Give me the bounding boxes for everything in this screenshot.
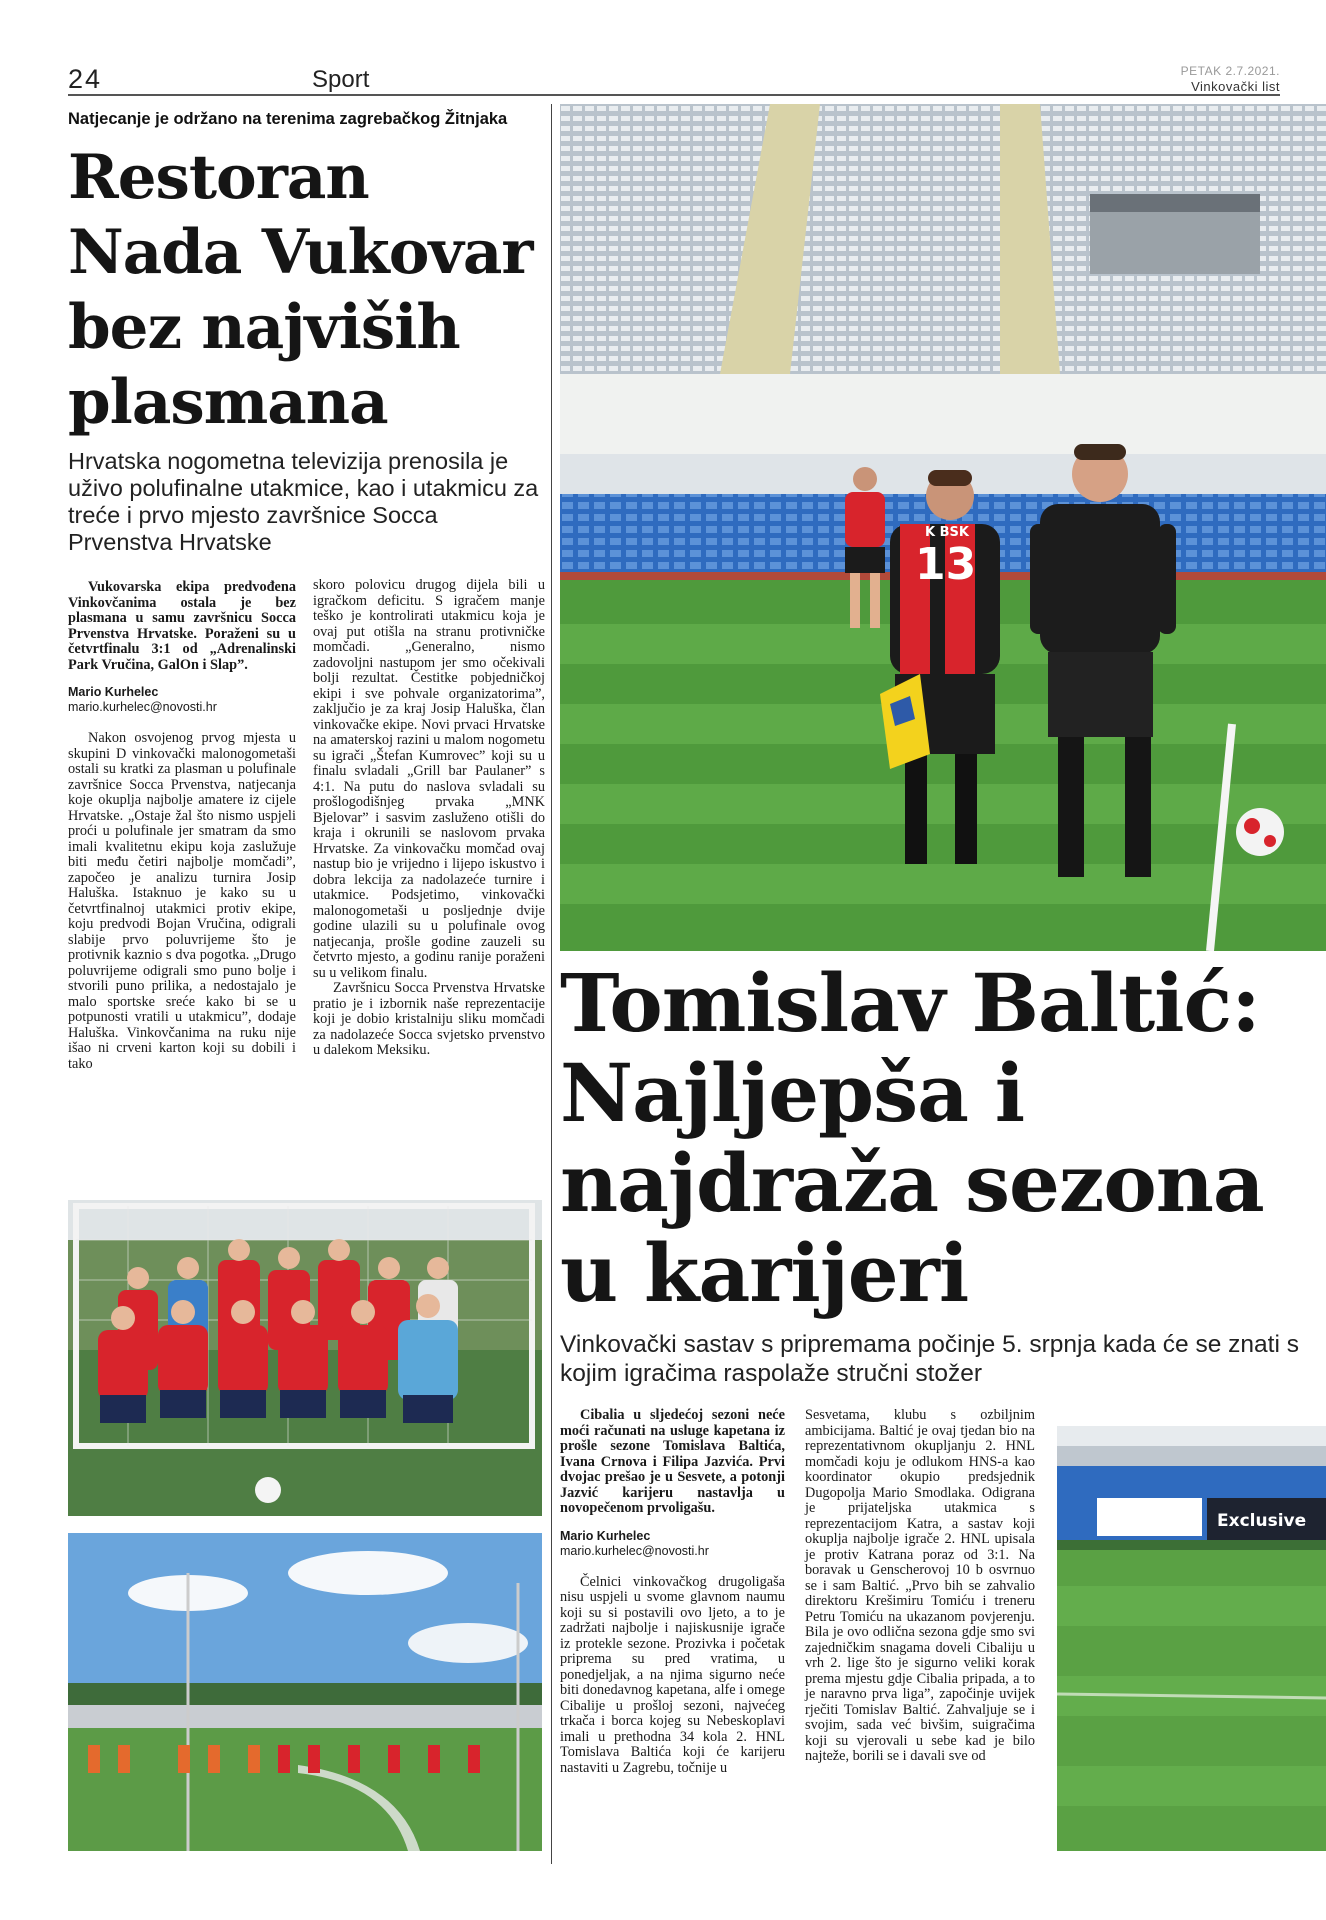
article2-byline (560, 1529, 785, 1559)
jersey-sponsor: K BSK (925, 525, 969, 540)
article1-kicker: Natjecanje je održano na terenima zagrebačkog Žitnjaka (68, 110, 508, 128)
issue-info (1181, 64, 1280, 94)
article2-column-2 (805, 1408, 1035, 1765)
article2-paragraph: Sesvetama, klubu s ozbiljnim ambicijama. Baltić je ovaj tjedan bio na reprezentativnom okupljanju 2. HNL momčadi koju je odlukom HNS-a kao koordinator okupio predsjednik Dugopolja Mario Smodlaka. Odigrana je prijateljska utakmica s reprezentacijom Katra, a sastav koji okuplja najbolje igrače 2. HNL upisala je protiv Katrana poraz od 3:1. Na boravak u Genscherovoj 10 b osvrnuo se i sam Baltić. „Prvo bih se zahvalio direktoru Krešimiru Tomiću i treneru Petru Tomiću na ukazanom povjerenju. Bila je ovo odlična sezona gdje smo svi zajedničkim snagama doveli Cibaliju u vrh 2. lige što je sigurno veliki korak prema mjestu gdje Cibalia pripada, a to je naravno prva liga”, započinje uvijek rječiti Tomislav Baltić. Zahvaljuje se i svojim, sada već bivšim, suigračima koji su vjerovali u sebe kad je bilo najteže, borili se i davali sve od (805, 1407, 1035, 1764)
article1-lead: Vukovarska ekipa predvođena Vinkovčanima ostala je bez plasmana u samu završnicu Socca Prvenstva Hrvatske. Poraženi su u četvrtfinalu 3:1 od „Adrenalinski Park Vručina, GalOn i Slap”. (68, 579, 296, 673)
stadium-photo (560, 104, 1326, 951)
section-title: Sport (312, 66, 370, 93)
article1-author: Mario Kurhelec (68, 685, 159, 699)
field-photo (68, 1533, 542, 1851)
pitch-photo (1057, 1426, 1326, 1851)
article1-byline (68, 685, 296, 715)
publication-name: Vinkovački list (1191, 79, 1280, 94)
article2-email[interactable]: mario.kurhelec@novosti.hr (560, 1543, 709, 1558)
article2-column-1 (560, 1408, 785, 1776)
page-number: 24 (68, 64, 103, 94)
article2-paragraph: Čelnici vinkovačkog drugoligaša nisu uspjeli u svome glavnom naumu koji su si postavili ovo ljeto, a to je zadržati najbolje i najiskusnije igrače iz protekle sezone. Prozivka i početak priprema su pred vratima, u ponedjeljak, a na njima sigurno neće biti donedavnog kapetana, alfe i omege Cibalije u prošloj sezoni, najvećeg trkača i borca kojeg su Nebeskoplavi imali u prethodna 34 kola 2. HNL Tomislava Baltića koji će karijeru nastaviti u Zagrebu, točnije u (560, 1573, 785, 1776)
article1-headline: Restoran Nada Vukovar bez najviših plasmana (68, 142, 533, 438)
article1-deck: Hrvatska nogometna televizija prenosila je uživo polufinalne utakmice, kao i utakmicu za treće i prvo mjesto završnice Socca Prvenstva Hrvatske (68, 448, 539, 555)
article1-column-2 (313, 578, 545, 1059)
banner-text: Exclusive (1217, 1511, 1307, 1531)
team-photo (68, 1200, 542, 1516)
article1-email[interactable]: mario.kurhelec@novosti.hr (68, 700, 217, 714)
header-rule (68, 94, 1280, 96)
jersey-number: 13 (915, 539, 977, 590)
column-divider (551, 104, 552, 1864)
article2-headline: Tomislav Baltić: Najljepša i najdraža sezona u karijeri (560, 956, 1264, 1320)
article1-paragraph: Nakon osvojenog prvog mjesta u skupini D vinkovački malonogometaši ostali su kratki za plasman u polufinale završnice Socca Prvenstva, natjecanja koje okuplja najbolje amatere iz cijele Hrvatske. „Ostaje žal što nismo uspjeli proći u polufinale jer smatram da smo imali kvalitetnu ekipu koja zaslužuje biti među četiri najbolje momčadi”, započeo je analizu turnira Josip Haluška. Istaknuo je kako su u četvrtfinalnoj utakmici protiv ekipe, koju predvodi Bojan Vručina, odigrali slabije prvo poluvrijeme što je protivnik kaznio s dva pogotka. „Drugo poluvrijeme odigrali smo puno bolje i stvorili puno prilika, a nedostajalo je malo sportske sreće kako bi se u potpunosti vratili u utakmicu”, dodaje Haluška. Vinkovčanima na ruku nije išao ni crveni karton koji su dobili i tako (68, 730, 296, 1072)
article1-paragraph: Završnicu Socca Prvenstva Hrvatske pratio je i izbornik naše reprezentacije koji je dobio kristalniju sliku momčadi za nadolazeće Socca svjetsko prvenstvo u dalekom Meksiku. (313, 980, 545, 1058)
article2-author: Mario Kurhelec (560, 1528, 651, 1543)
article1-column-1 (68, 580, 296, 1072)
article2-deck: Vinkovački sastav s pripremama počinje 5. srpnja kada će se znati s kojim igračima raspolaže stručni stožer (560, 1331, 1299, 1387)
article2-lead: Cibalia u sljedećoj sezoni neće moći računati na usluge kapetana iz prošle sezone Tomislava Baltića, Ivana Crnova i Filipa Jazvića. Prvi dvojac prešao je u Sesvete, a potonji Jazvić karijeru nastavlja u novopečenom prvoligašu. (560, 1407, 785, 1516)
issue-date: PETAK 2.7.2021. (1180, 64, 1280, 78)
article1-paragraph: skoro polovicu drugog dijela bili u igračkom deficitu. S igračem manje teško je kontrolirati utakmicu koja je ovaj put otišla na stranu protivničke momčadi. „Generalno, nismo zadovoljni nastupom jer smo očekivali bolji rezultat. Čestitke pobjedničkoj ekipi i sve pohvale organizatorima”, zaključio je za kraj Josip Haluška, član vinkovačke ekipe. Novi prvaci Hrvatske na amaterskoj razini u malom nogometu su igrači „Štefan Kumrovec” koji su u finalu svladali „Grill bar Paulaner” s 4:1. Na putu do naslova svladali su prošlogodišnjeg prvaka „MNK Bjelovar” i sasvim zasluženo otišli do kraja i okrunili se naslovom prvaka Hrvatske. Za vinkovačku momčad ovaj nastup bio je vrijedno i lijepo iskustvo i dobra lekcija za nadolazeće turnire i utakmice. Podsjetimo, vinkovački malonogometaši u posljednje dvije godine ulazili su u polufinale ovog natjecanja, prošle godine zauzeli su četvrto mjesto, a godinu ranije poraženi su u velikom finalu. (313, 577, 545, 981)
